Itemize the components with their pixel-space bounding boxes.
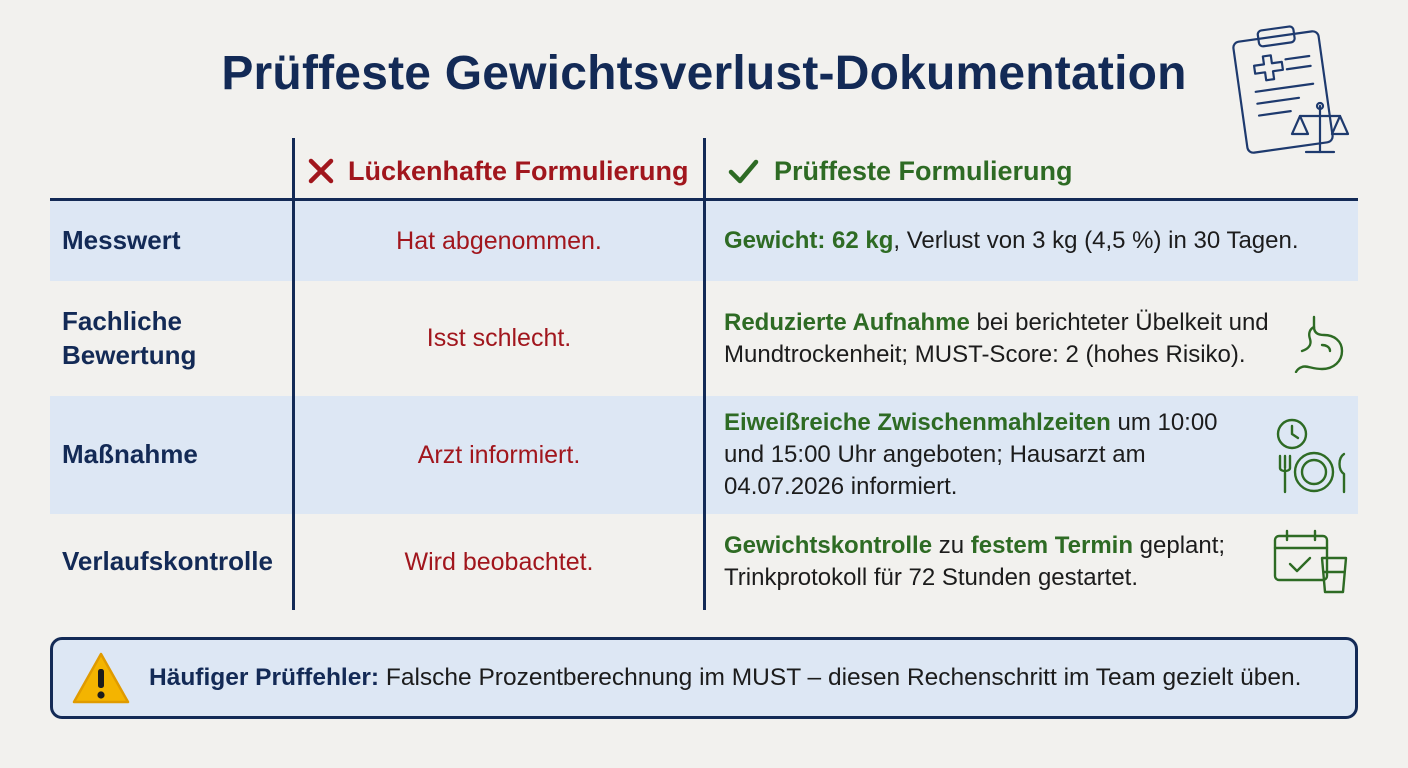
- callout-text: [149, 664, 1301, 692]
- phrase-segment: bei berichteter Übelkeit und: [969, 308, 1269, 336]
- row-label: Fachliche Bewertung: [62, 305, 197, 370]
- good-phrase-line: [724, 225, 1299, 257]
- phrase-segment: 04.07.2026 informiert.: [724, 472, 958, 500]
- phrase-segment: und 15:00 Uhr angeboten; Hausarzt am: [724, 441, 1146, 469]
- good-phrase: [724, 281, 1269, 396]
- highlighted-term: festem Termin: [970, 532, 1134, 560]
- good-phrase-line: [724, 307, 1269, 339]
- highlighted-term: Reduzierte Aufnahme: [724, 308, 970, 336]
- stomach-icon: [1292, 313, 1350, 373]
- phrase-segment: Trinkprotokoll für 72 Stunden gestartet.: [724, 564, 1138, 591]
- phrase-segment: , Verlust von 3 kg (4,5 %) in 30 Tagen.: [893, 227, 1299, 255]
- header-lueckenhaft: [306, 148, 689, 194]
- highlighted-term: Eiweißreiche Zwischenmahlzeiten: [724, 409, 1111, 437]
- bad-phrase: Hat abgenommen.: [396, 226, 602, 255]
- calendar-glass-icon: [1272, 528, 1350, 596]
- phrase-segment: Mundtrockenheit; MUST-Score: 2 (hohes Risiko).: [724, 340, 1246, 368]
- good-phrase-line: [724, 407, 1218, 439]
- good-phrase-line: [724, 439, 1218, 471]
- good-phrase-line: [724, 471, 1218, 503]
- column-divider: [292, 138, 295, 610]
- clock-plate-icon: [1272, 418, 1350, 496]
- phrase-segment: zu: [932, 532, 971, 560]
- callout-body: Falsche Prozentberechnung im MUST – diesen Rechenschritt im Team gezielt üben.: [379, 664, 1302, 691]
- good-phrase: [724, 201, 1299, 281]
- header-bad-label: Lückenhafte Formulierung: [348, 155, 689, 186]
- row-label: Maßnahme: [62, 439, 198, 470]
- good-phrase-line: [724, 339, 1269, 371]
- row-label: Verlaufskontrolle: [62, 546, 273, 577]
- callout-lead: Häufiger Prüffehler:: [149, 664, 380, 691]
- row-label: Messwert: [62, 225, 181, 256]
- check-mark-icon: [724, 156, 762, 186]
- page-title: Prüffeste Gewichtsverlust-Dokumentation: [221, 47, 1187, 100]
- good-phrase: [724, 396, 1218, 514]
- x-mark-icon: [306, 156, 336, 186]
- warning-icon: [71, 650, 131, 706]
- header-prueffest: [724, 148, 1073, 194]
- highlighted-term: Gewicht: 62 kg: [724, 227, 894, 255]
- bad-phrase: Wird beobachtet.: [404, 547, 594, 576]
- column-divider: [703, 138, 706, 610]
- good-phrase: [724, 514, 1225, 610]
- good-phrase-line: [724, 562, 1225, 594]
- header-good-label: Prüffeste Formulierung: [774, 155, 1073, 186]
- clipboard-scale-icon: [1228, 22, 1358, 162]
- highlighted-term: Gewichtskontrolle: [724, 532, 933, 560]
- bad-phrase: Arzt informiert.: [417, 440, 581, 469]
- good-phrase-line: [724, 530, 1225, 562]
- phrase-segment: geplant;: [1133, 532, 1226, 560]
- header-divider: [50, 198, 1358, 201]
- callout-box: [50, 637, 1358, 719]
- phrase-segment: um 10:00: [1110, 409, 1218, 437]
- bad-phrase: Isst schlecht.: [426, 324, 572, 352]
